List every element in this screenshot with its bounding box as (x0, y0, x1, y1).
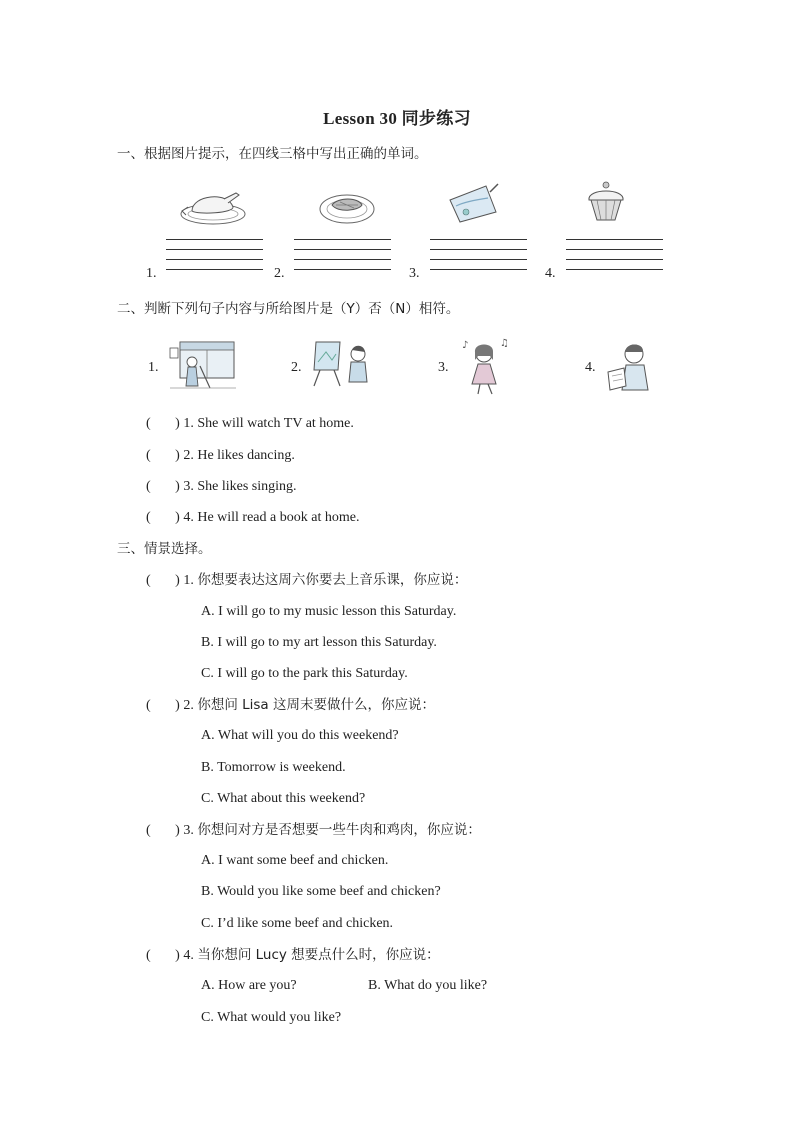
question-number: 1. (183, 573, 194, 588)
answer-blank[interactable]: ( ) (146, 448, 180, 463)
question-row (146, 696, 435, 715)
answer-blank[interactable]: ( ) (146, 948, 180, 963)
judgement-sentence: 3. She likes singing. (183, 479, 297, 494)
option-b: B. Tomorrow is weekend. (201, 760, 346, 775)
beef-plate-icon (318, 185, 376, 227)
question-row (146, 571, 467, 590)
grid-number: 1. (146, 266, 157, 281)
answer-blank[interactable]: ( ) (146, 510, 180, 525)
question-prompt: 你想要表达这周六你要去上音乐课，你应说： (197, 572, 468, 588)
option-b: B. Would you like some beef and chicken? (201, 884, 441, 899)
grid-number: 3. (409, 266, 420, 281)
question-number: 4. (183, 948, 194, 963)
writing-grid[interactable] (430, 239, 527, 269)
option-a: A. How are you? (201, 978, 297, 993)
grid-number: 4. (545, 266, 556, 281)
judgement-item (146, 447, 295, 465)
option-a: A. What will you do this weekend? (201, 728, 399, 743)
svg-text:♪: ♪ (462, 340, 469, 351)
cupcake-icon (583, 178, 629, 224)
section-3-heading: 三、情景选择。 (117, 541, 212, 557)
question-prompt: 你想问对方是否想要一些牛肉和鸡肉，你应说： (197, 822, 481, 838)
picture-number: 2. (291, 360, 302, 375)
question-number: 2. (183, 698, 194, 713)
writing-grid[interactable] (566, 239, 663, 269)
writing-grid[interactable] (294, 239, 391, 269)
question-prompt: 当你想问 Lucy 想要点什么时，你应说： (197, 947, 440, 963)
judgement-item (146, 415, 354, 433)
question-number: 3. (183, 823, 194, 838)
answer-blank[interactable]: ( ) (146, 823, 180, 838)
judgement-sentence: 4. He will read a book at home. (183, 510, 360, 525)
judgement-sentence: 1. She will watch TV at home. (183, 416, 354, 431)
option-a: A. I will go to my music lesson this Saturday. (201, 604, 457, 619)
option-c: C. I’d like some beef and chicken. (201, 916, 394, 931)
option-a: A. I want some beef and chicken. (201, 853, 389, 868)
judgement-item (146, 478, 297, 496)
answer-blank[interactable]: ( ) (146, 416, 180, 431)
section-1-heading: 一、根据图片提示，在四线三格中写出正确的单词。 (117, 146, 428, 162)
roast-chicken-icon (178, 185, 248, 227)
question-row (146, 946, 440, 965)
painting-icon (446, 182, 502, 224)
answer-blank[interactable]: ( ) (146, 698, 180, 713)
option-c: C. What would you like? (201, 1010, 342, 1025)
answer-blank[interactable]: ( ) (146, 573, 180, 588)
picture-number: 1. (148, 360, 159, 375)
question-prompt: 你想问 Lisa 这周末要做什么，你应说： (197, 697, 435, 713)
option-c: C. I will go to the park this Saturday. (201, 666, 408, 681)
option-b: B. I will go to my art lesson this Saturday. (201, 635, 437, 650)
page-title: Lesson 30 同步练习 (323, 109, 471, 128)
grid-number: 2. (274, 266, 285, 281)
boy-reading-icon (602, 338, 658, 394)
svg-text:♫: ♫ (500, 338, 509, 349)
judgement-item (146, 509, 359, 527)
section-2-heading: 二、判断下列句子内容与所给图片是（Y）否（N）相符。 (117, 301, 460, 317)
picture-number: 3. (438, 360, 449, 375)
girl-singing-icon (460, 334, 512, 396)
option-c: C. What about this weekend? (201, 791, 366, 806)
writing-grid[interactable] (166, 239, 263, 269)
picture-number: 4. (585, 360, 596, 375)
question-row (146, 821, 481, 840)
girl-sweeping-icon (166, 340, 238, 392)
option-b: B. What do you like? (368, 978, 488, 993)
answer-blank[interactable]: ( ) (146, 479, 180, 494)
judgement-sentence: 2. He likes dancing. (183, 448, 295, 463)
boy-painting-easel-icon (308, 336, 374, 388)
